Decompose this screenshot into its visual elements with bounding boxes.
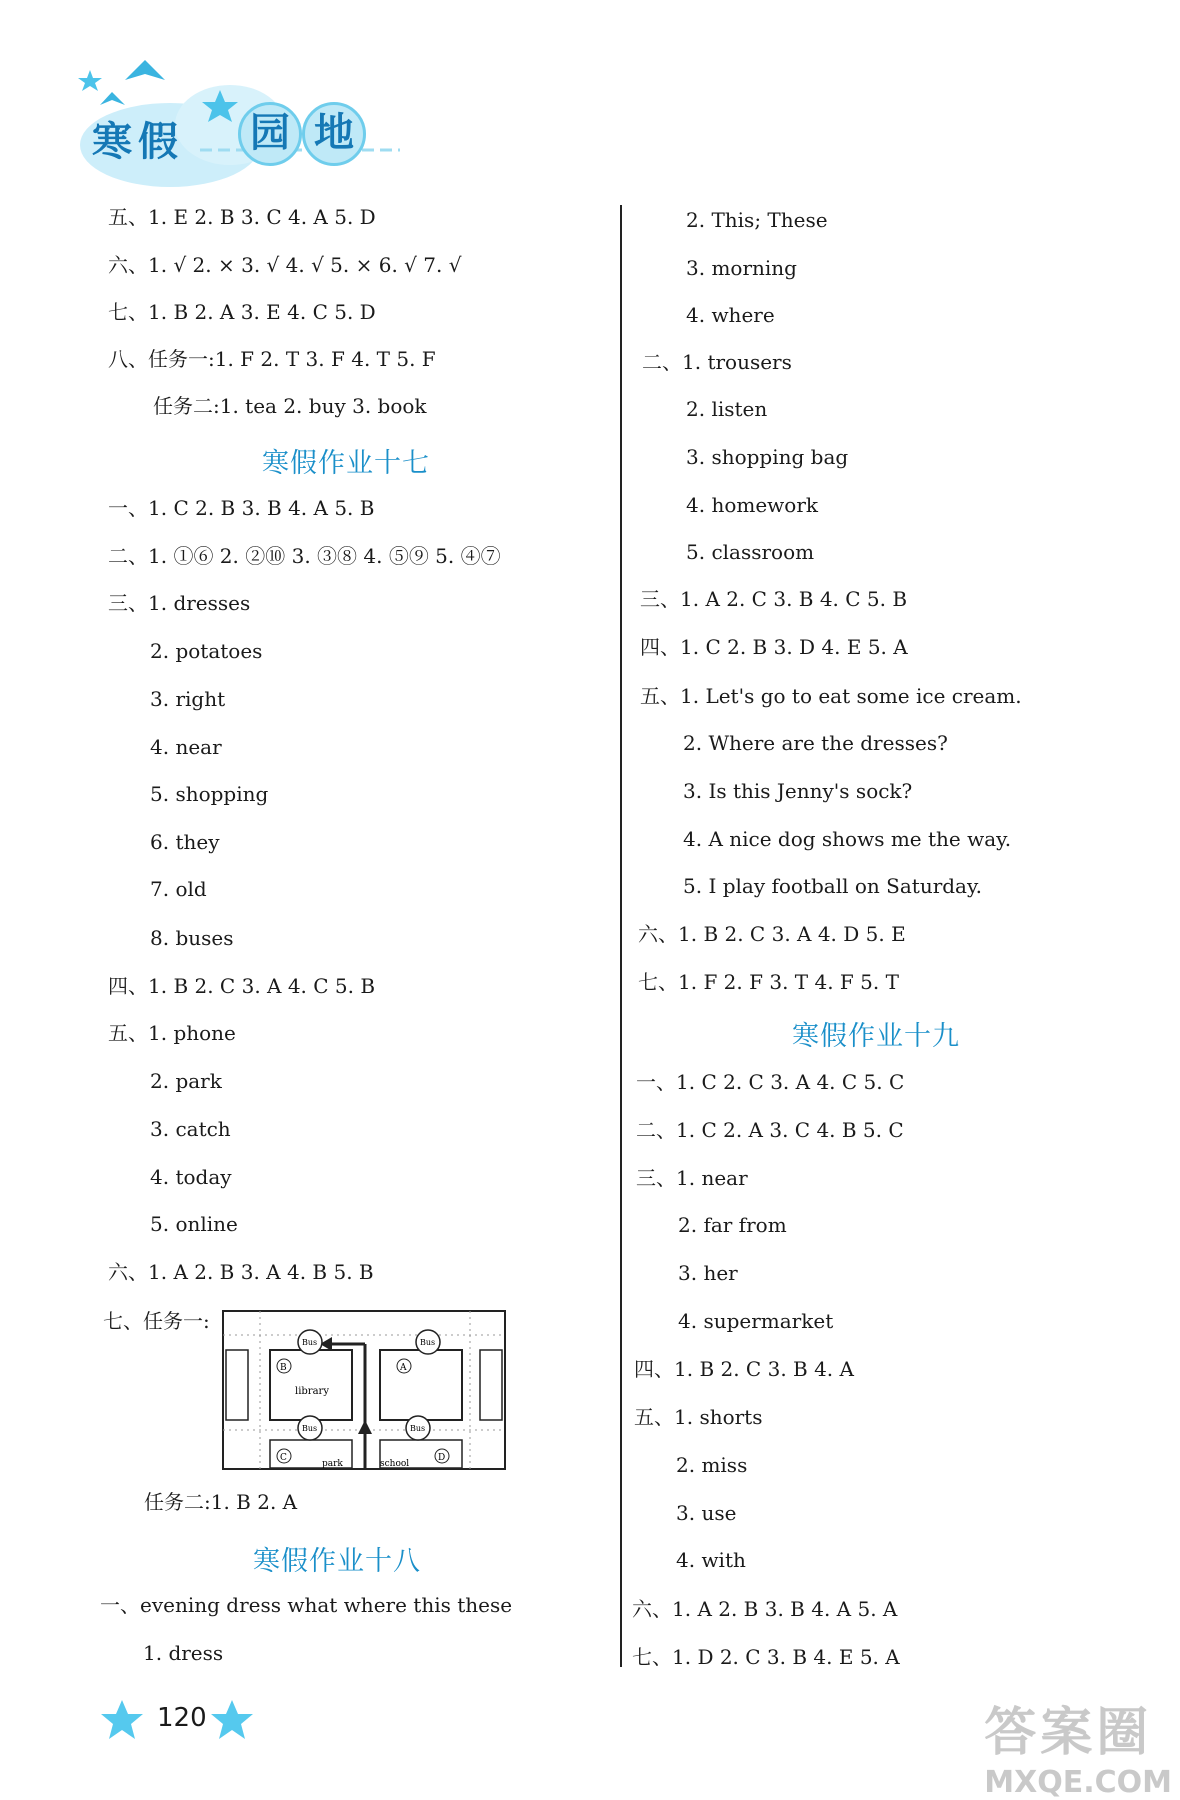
answer-line: 3. use: [676, 1501, 737, 1525]
answer-line: 4. today: [150, 1165, 232, 1189]
marker-c: C: [280, 1453, 287, 1463]
header-logo: [70, 50, 400, 200]
column-divider: [620, 205, 622, 1667]
answer-line: 4. A nice dog shows me the way.: [683, 827, 1012, 851]
page-number: 120: [157, 1703, 207, 1733]
answer-line: 二、1. C 2. A 3. C 4. B 5. C: [636, 1118, 904, 1142]
answer-line: 3. shopping bag: [686, 445, 849, 469]
answer-line: 5. shopping: [150, 782, 269, 806]
park-label: park: [322, 1459, 343, 1469]
answer-line: 一、1. C 2. C 3. A 4. C 5. C: [636, 1070, 905, 1094]
star-icon: [100, 1698, 144, 1742]
answer-line: 三、1. dresses: [108, 591, 251, 615]
answer-line: 二、1. ①⑥ 2. ②⑩ 3. ③⑧ 4. ⑤⑨ 5. ④⑦: [108, 544, 501, 568]
section-heading-19: 寒假作业十九: [792, 1021, 960, 1052]
answer-line: 六、1. A 2. B 3. B 4. A 5. A: [632, 1597, 898, 1621]
answer-line: 七、1. D 2. C 3. B 4. E 5. A: [632, 1645, 900, 1669]
answer-line: 5. classroom: [686, 540, 815, 564]
answer-line: 五、1. Let's go to eat some ice cream.: [640, 684, 1022, 708]
answer-line: 五、1. phone: [108, 1021, 236, 1045]
answer-line: 4. homework: [686, 493, 819, 517]
answer-line: 3. morning: [686, 256, 797, 280]
logo-char-1: 寒: [92, 119, 132, 165]
answer-line: 三、1. near: [636, 1166, 748, 1190]
answer-line: 2. This; These: [686, 208, 828, 232]
answer-line: 一、1. C 2. B 3. B 4. A 5. B: [108, 496, 375, 520]
answer-line: 2. Where are the dresses?: [683, 731, 948, 755]
bus-stop-label: Bus: [420, 1338, 436, 1347]
answer-line: 2. miss: [676, 1453, 748, 1477]
bus-stop-label: Bus: [410, 1424, 426, 1433]
watermark-logo-text: 答案圈: [984, 1703, 1153, 1763]
answer-line: 2. park: [150, 1069, 222, 1093]
answer-line: 三、1. A 2. C 3. B 4. C 5. B: [640, 587, 908, 611]
section-heading-17: 寒假作业十七: [262, 448, 430, 479]
answer-line: 七、1. B 2. A 3. E 4. C 5. D: [108, 300, 376, 324]
watermark-url: MXQE.COM: [984, 1765, 1172, 1800]
answer-line: 5. I play football on Saturday.: [683, 874, 982, 898]
answer-line: 五、1. shorts: [634, 1405, 763, 1429]
answer-line: 任务二:1. tea 2. buy 3. book: [153, 394, 427, 418]
logo-char-2: 假: [138, 119, 178, 165]
answer-line: 4. where: [686, 303, 775, 327]
street-map-figure: [222, 1310, 506, 1470]
library-label: library: [295, 1386, 329, 1397]
answer-line: 4. with: [676, 1548, 746, 1572]
answer-line: 2. potatoes: [150, 639, 263, 663]
answer-line: 四、1. C 2. B 3. D 4. E 5. A: [640, 635, 908, 659]
answer-line: 四、1. B 2. C 3. A 4. C 5. B: [108, 974, 376, 998]
answer-line: 一、evening dress what where this these: [100, 1593, 513, 1617]
star-icon: [210, 1698, 254, 1742]
answer-line: 7. old: [150, 877, 207, 901]
school-label: school: [380, 1459, 410, 1469]
answer-line: 六、1. A 2. B 3. A 4. B 5. B: [108, 1260, 374, 1284]
answer-line: 4. near: [150, 735, 222, 759]
answer-line: 3. catch: [150, 1117, 231, 1141]
answer-line: 四、1. B 2. C 3. B 4. A: [634, 1357, 854, 1381]
answer-line: 七、任务一:: [103, 1309, 210, 1333]
marker-d: D: [438, 1453, 446, 1463]
bus-stop-label: Bus: [302, 1338, 318, 1347]
answer-line: 6. they: [150, 830, 220, 854]
answer-line: 六、1. B 2. C 3. A 4. D 5. E: [638, 922, 906, 946]
bus-stop-label: Bus: [302, 1424, 318, 1433]
answer-line: 4. supermarket: [678, 1309, 834, 1333]
answer-line: 五、1. E 2. B 3. C 4. A 5. D: [108, 205, 376, 229]
answer-line: 二、1. trousers: [642, 350, 792, 374]
marker-a: A: [400, 1363, 407, 1373]
answer-line: 六、1. √ 2. × 3. √ 4. √ 5. × 6. √ 7. √: [108, 253, 462, 277]
watermark: [984, 1690, 1172, 1800]
answer-line: 3. her: [678, 1261, 738, 1285]
answer-line: 8. buses: [150, 926, 234, 950]
section-heading-18: 寒假作业十八: [253, 1546, 421, 1577]
answer-line: 3. right: [150, 687, 226, 711]
logo-char-3: 园: [238, 102, 302, 166]
answer-line: 5. online: [150, 1212, 238, 1236]
answer-line: 八、任务一:1. F 2. T 3. F 4. T 5. F: [108, 347, 436, 371]
marker-b: B: [280, 1363, 287, 1373]
answer-line: 1. dress: [143, 1641, 224, 1665]
logo-char-4: 地: [302, 102, 366, 166]
answer-line: 2. far from: [678, 1213, 787, 1237]
answer-line: 七、1. F 2. F 3. T 4. F 5. T: [638, 970, 899, 994]
answer-line: 3. Is this Jenny's sock?: [683, 779, 913, 803]
answer-line: 2. listen: [686, 397, 768, 421]
answer-line: 任务二:1. B 2. A: [144, 1490, 298, 1514]
